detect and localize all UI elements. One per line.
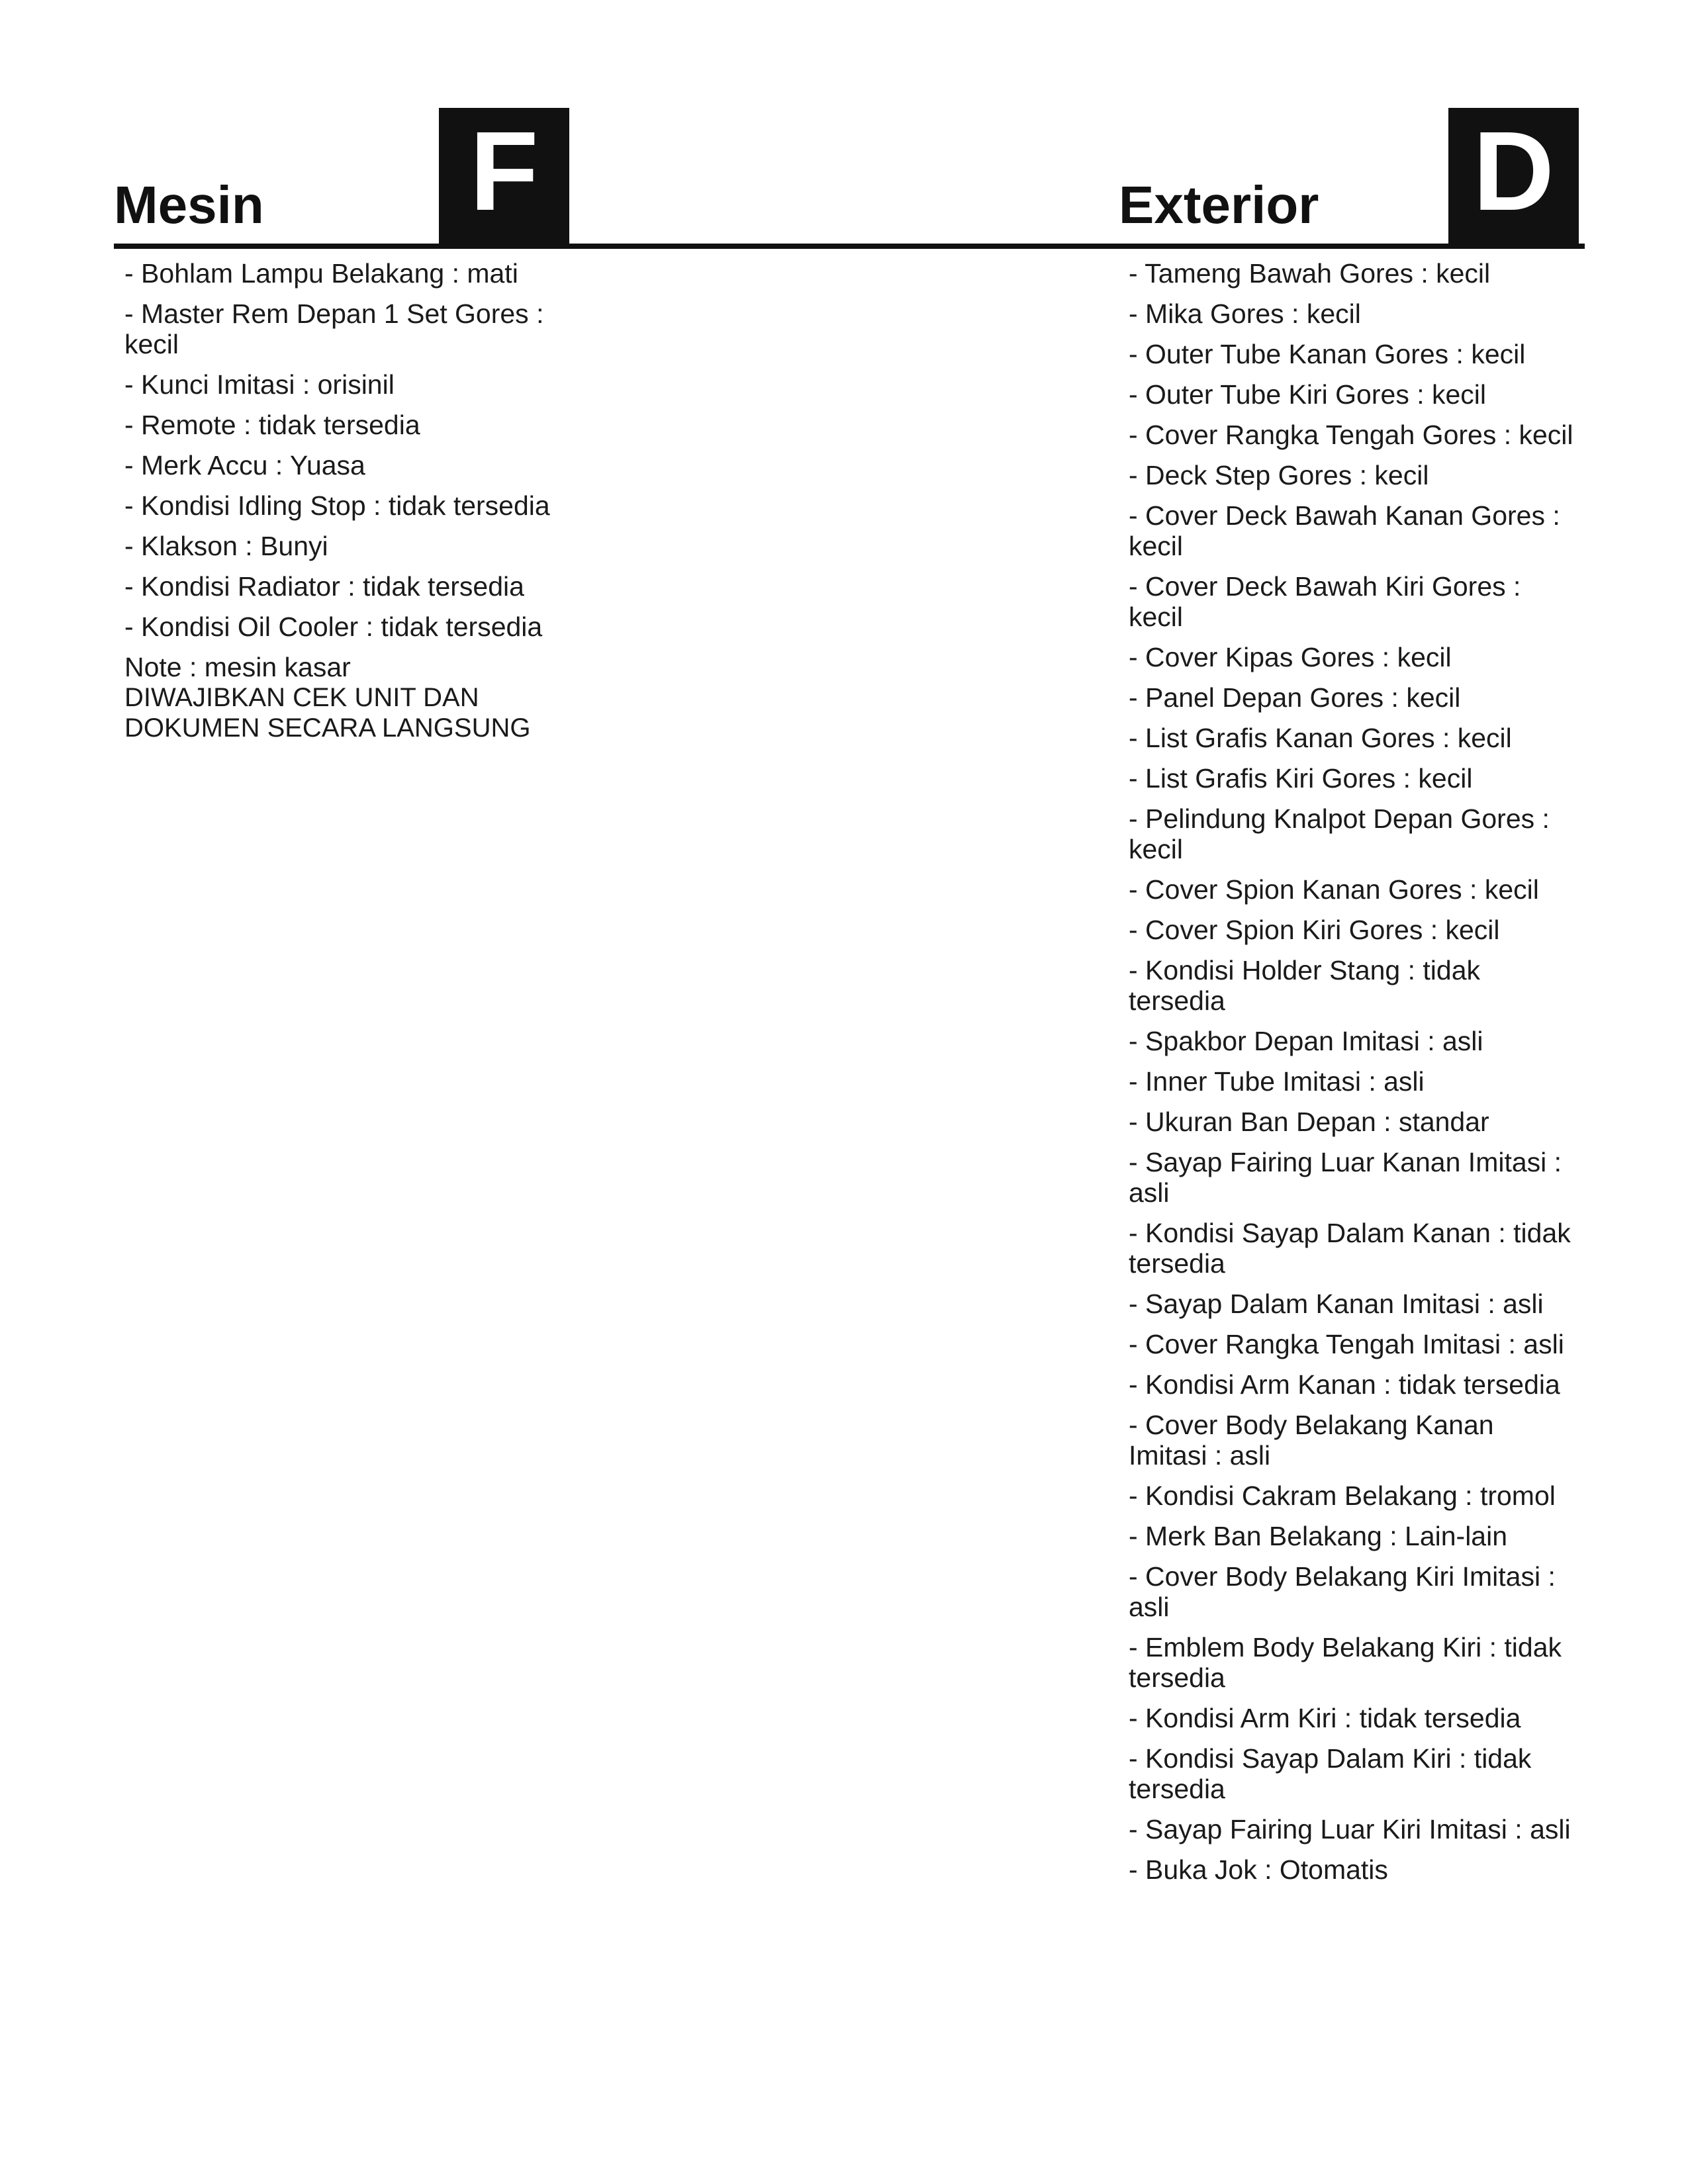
section-title-exterior: Exterior (1119, 175, 1319, 234)
list-item: - Buka Jok : Otomatis (1129, 1854, 1388, 1885)
list-item: - Sayap Fairing Luar Kiri Imitasi : asli (1129, 1814, 1571, 1844)
list-item: - Kondisi Sayap Dalam Kanan : tidak tersedia (1129, 1218, 1571, 1279)
list-item: - Merk Ban Belakang : Lain-lain (1129, 1521, 1508, 1551)
exterior-item-list (1129, 258, 1579, 1895)
list-item: - Kondisi Cakram Belakang : tromol (1129, 1480, 1556, 1511)
list-item: - Klakson : Bunyi (124, 531, 328, 561)
list-item: - List Grafis Kanan Gores : kecil (1129, 723, 1512, 753)
list-item: - Cover Rangka Tengah Gores : kecil (1129, 420, 1573, 450)
grade-badge-mesin (439, 108, 569, 247)
list-item: - Cover Deck Bawah Kanan Gores : kecil (1129, 500, 1560, 561)
list-item: - Sayap Dalam Kanan Imitasi : asli (1129, 1289, 1544, 1319)
list-item: - Kondisi Oil Cooler : tidak tersedia (124, 612, 543, 642)
list-item: - Emblem Body Belakang Kiri : tidak tersedia (1129, 1632, 1562, 1693)
list-item: - Kondisi Sayap Dalam Kiri : tidak tersedia (1129, 1743, 1532, 1804)
list-item: - Master Rem Depan 1 Set Gores : kecil (124, 298, 544, 359)
list-item: - Inner Tube Imitasi : asli (1129, 1066, 1425, 1097)
list-item: - Kondisi Arm Kanan : tidak tersedia (1129, 1369, 1560, 1400)
list-item: - Cover Body Belakang Kiri Imitasi : asli (1129, 1561, 1556, 1622)
list-item: - Remote : tidak tersedia (124, 410, 420, 440)
list-item: - Sayap Fairing Luar Kanan Imitasi : asli (1129, 1147, 1562, 1208)
list-item: - Panel Depan Gores : kecil (1129, 682, 1461, 713)
warning-line-1: DIWAJIBKAN CEK UNIT DAN (124, 683, 479, 712)
list-item: - Deck Step Gores : kecil (1129, 460, 1429, 490)
list-item: - Mika Gores : kecil (1129, 298, 1361, 329)
list-item: - Cover Deck Bawah Kiri Gores : kecil (1129, 571, 1521, 632)
grade-letter-exterior: D (1473, 109, 1554, 234)
section-title-mesin: Mesin (114, 175, 264, 234)
list-item: - List Grafis Kiri Gores : kecil (1129, 763, 1473, 794)
mesin-item-list (124, 258, 575, 753)
list-item: - Kondisi Idling Stop : tidak tersedia (124, 490, 550, 521)
list-item: - Tameng Bawah Gores : kecil (1129, 258, 1491, 289)
list-item: - Cover Spion Kanan Gores : kecil (1129, 874, 1539, 905)
list-item: - Cover Body Belakang Kanan Imitasi : asli (1129, 1410, 1494, 1471)
list-item: - Cover Kipas Gores : kecil (1129, 642, 1452, 672)
list-item: - Kondisi Radiator : tidak tersedia (124, 571, 524, 602)
list-item: - Kunci Imitasi : orisinil (124, 369, 395, 400)
list-item: - Bohlam Lampu Belakang : mati (124, 258, 518, 289)
list-item: - Kondisi Holder Stang : tidak tersedia (1129, 955, 1480, 1016)
list-item: - Outer Tube Kanan Gores : kecil (1129, 339, 1526, 369)
grade-letter-mesin: F (469, 109, 539, 234)
list-item: - Cover Spion Kiri Gores : kecil (1129, 915, 1500, 945)
list-item: - Ukuran Ban Depan : standar (1129, 1107, 1489, 1137)
header-divider (114, 244, 1585, 249)
list-item: - Outer Tube Kiri Gores : kecil (1129, 379, 1487, 410)
list-item: - Pelindung Knalpot Depan Gores : kecil (1129, 803, 1550, 864)
list-item: - Merk Accu : Yuasa (124, 450, 365, 480)
list-item: - Kondisi Arm Kiri : tidak tersedia (1129, 1703, 1521, 1733)
warning-line-2: DOKUMEN SECARA LANGSUNG (124, 713, 531, 743)
list-item: - Cover Rangka Tengah Imitasi : asli (1129, 1329, 1564, 1359)
list-item: - Spakbor Depan Imitasi : asli (1129, 1026, 1483, 1056)
mesin-note (124, 652, 575, 743)
note-text: Note : mesin kasar (124, 652, 351, 682)
grade-badge-exterior (1448, 108, 1579, 247)
